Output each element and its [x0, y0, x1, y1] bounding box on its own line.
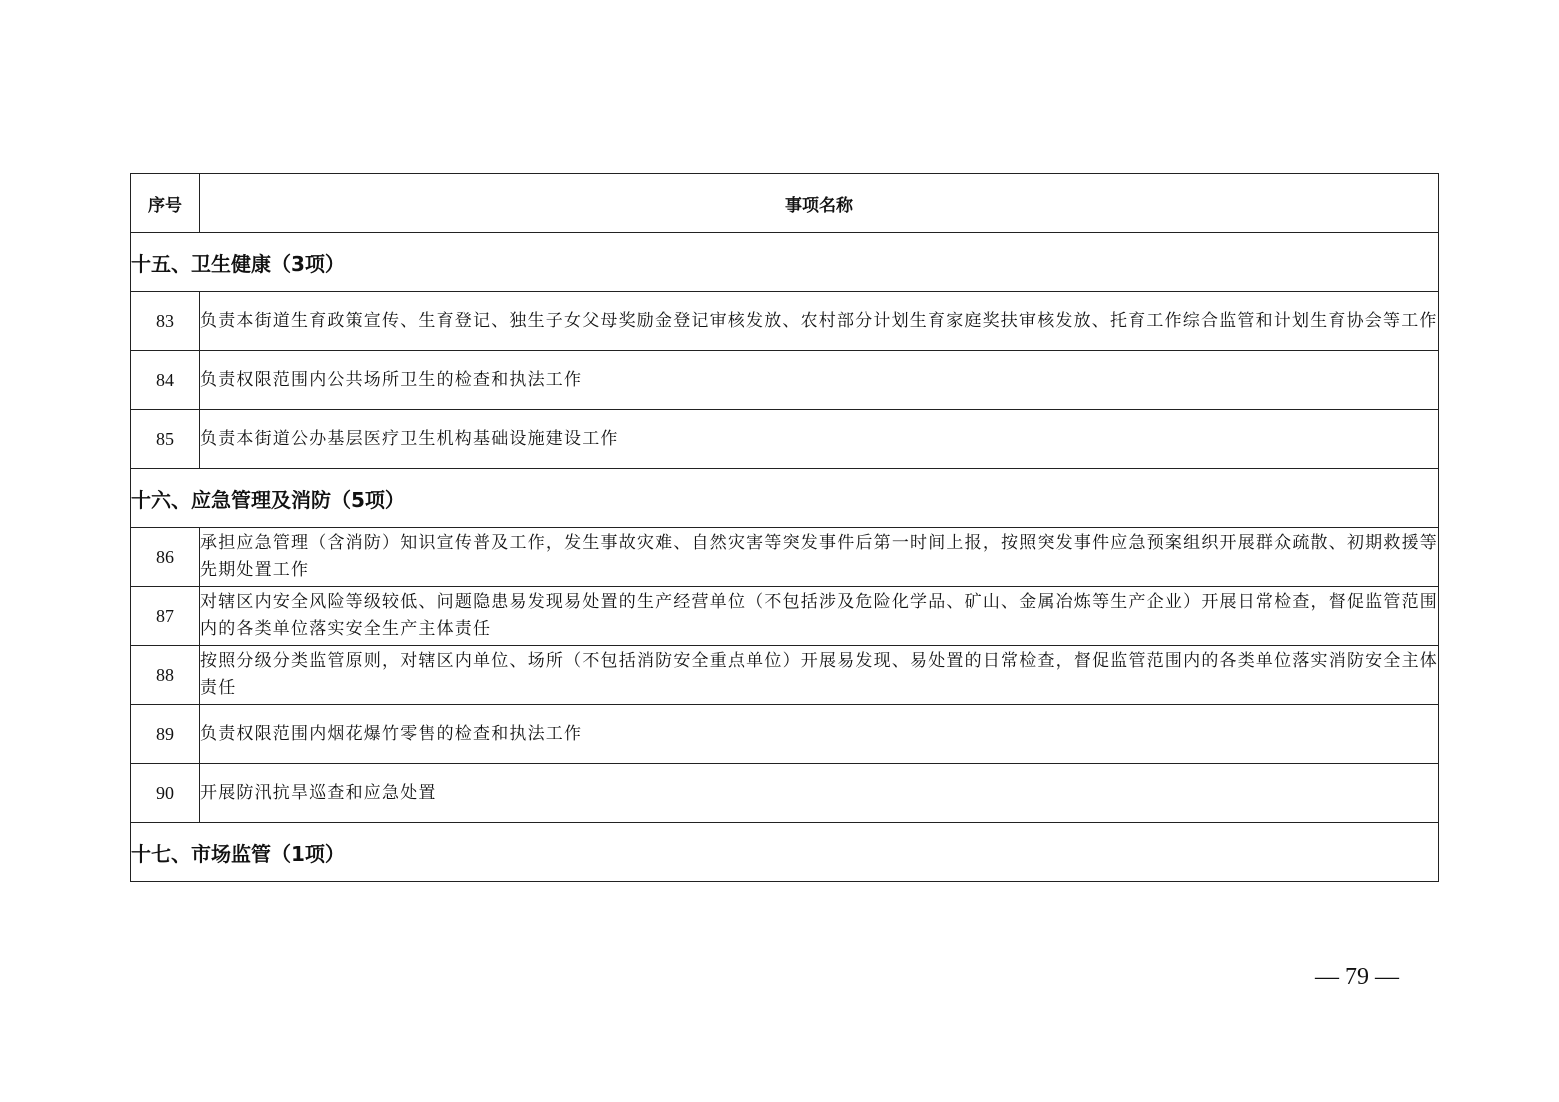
- table-row: [131, 587, 1439, 646]
- row-number: 85: [131, 410, 200, 469]
- row-number: 83: [131, 292, 200, 351]
- section-row: [131, 233, 1439, 292]
- table-row: [131, 410, 1439, 469]
- header-serial-number: 序号: [131, 174, 200, 233]
- row-number: 84: [131, 351, 200, 410]
- row-number: 86: [131, 528, 200, 587]
- section-title: 十六、应急管理及消防（5项）: [131, 469, 1439, 528]
- table-header-row: [131, 174, 1439, 233]
- row-number: 89: [131, 705, 200, 764]
- row-item-name: 按照分级分类监管原则，对辖区内单位、场所（不包括消防安全重点单位）开展易发现、易处置的日常检查，督促监管范围内的各类单位落实消防安全主体责任: [200, 646, 1439, 705]
- row-item-name: 承担应急管理（含消防）知识宣传普及工作，发生事故灾难、自然灾害等突发事件后第一时间上报，按照突发事件应急预案组织开展群众疏散、初期救援等先期处置工作: [200, 528, 1439, 587]
- row-item-name: 负责权限范围内公共场所卫生的检查和执法工作: [200, 351, 1439, 410]
- row-item-name: 开展防汛抗旱巡查和应急处置: [200, 764, 1439, 823]
- row-item-name: 负责权限范围内烟花爆竹零售的检查和执法工作: [200, 705, 1439, 764]
- row-item-name: 负责本街道生育政策宣传、生育登记、独生子女父母奖励金登记审核发放、农村部分计划生育家庭奖扶审核发放、托育工作综合监管和计划生育协会等工作: [200, 292, 1439, 351]
- page-number: — 79 —: [1315, 964, 1399, 990]
- items-table: [130, 173, 1439, 882]
- row-item-name: 负责本街道公办基层医疗卫生机构基础设施建设工作: [200, 410, 1439, 469]
- section-row: [131, 469, 1439, 528]
- row-number: 87: [131, 587, 200, 646]
- table-row: [131, 351, 1439, 410]
- row-number: 90: [131, 764, 200, 823]
- section-title: 十五、卫生健康（3项）: [131, 233, 1439, 292]
- row-item-name: 对辖区内安全风险等级较低、问题隐患易发现易处置的生产经营单位（不包括涉及危险化学品、矿山、金属冶炼等生产企业）开展日常检查，督促监管范围内的各类单位落实安全生产主体责任: [200, 587, 1439, 646]
- table-row: [131, 705, 1439, 764]
- table-row: [131, 528, 1439, 587]
- row-number: 88: [131, 646, 200, 705]
- table-row: [131, 292, 1439, 351]
- table-row: [131, 646, 1439, 705]
- section-row: [131, 823, 1439, 882]
- section-title: 十七、市场监管（1项）: [131, 823, 1439, 882]
- table-row: [131, 764, 1439, 823]
- header-item-name: 事项名称: [200, 174, 1439, 233]
